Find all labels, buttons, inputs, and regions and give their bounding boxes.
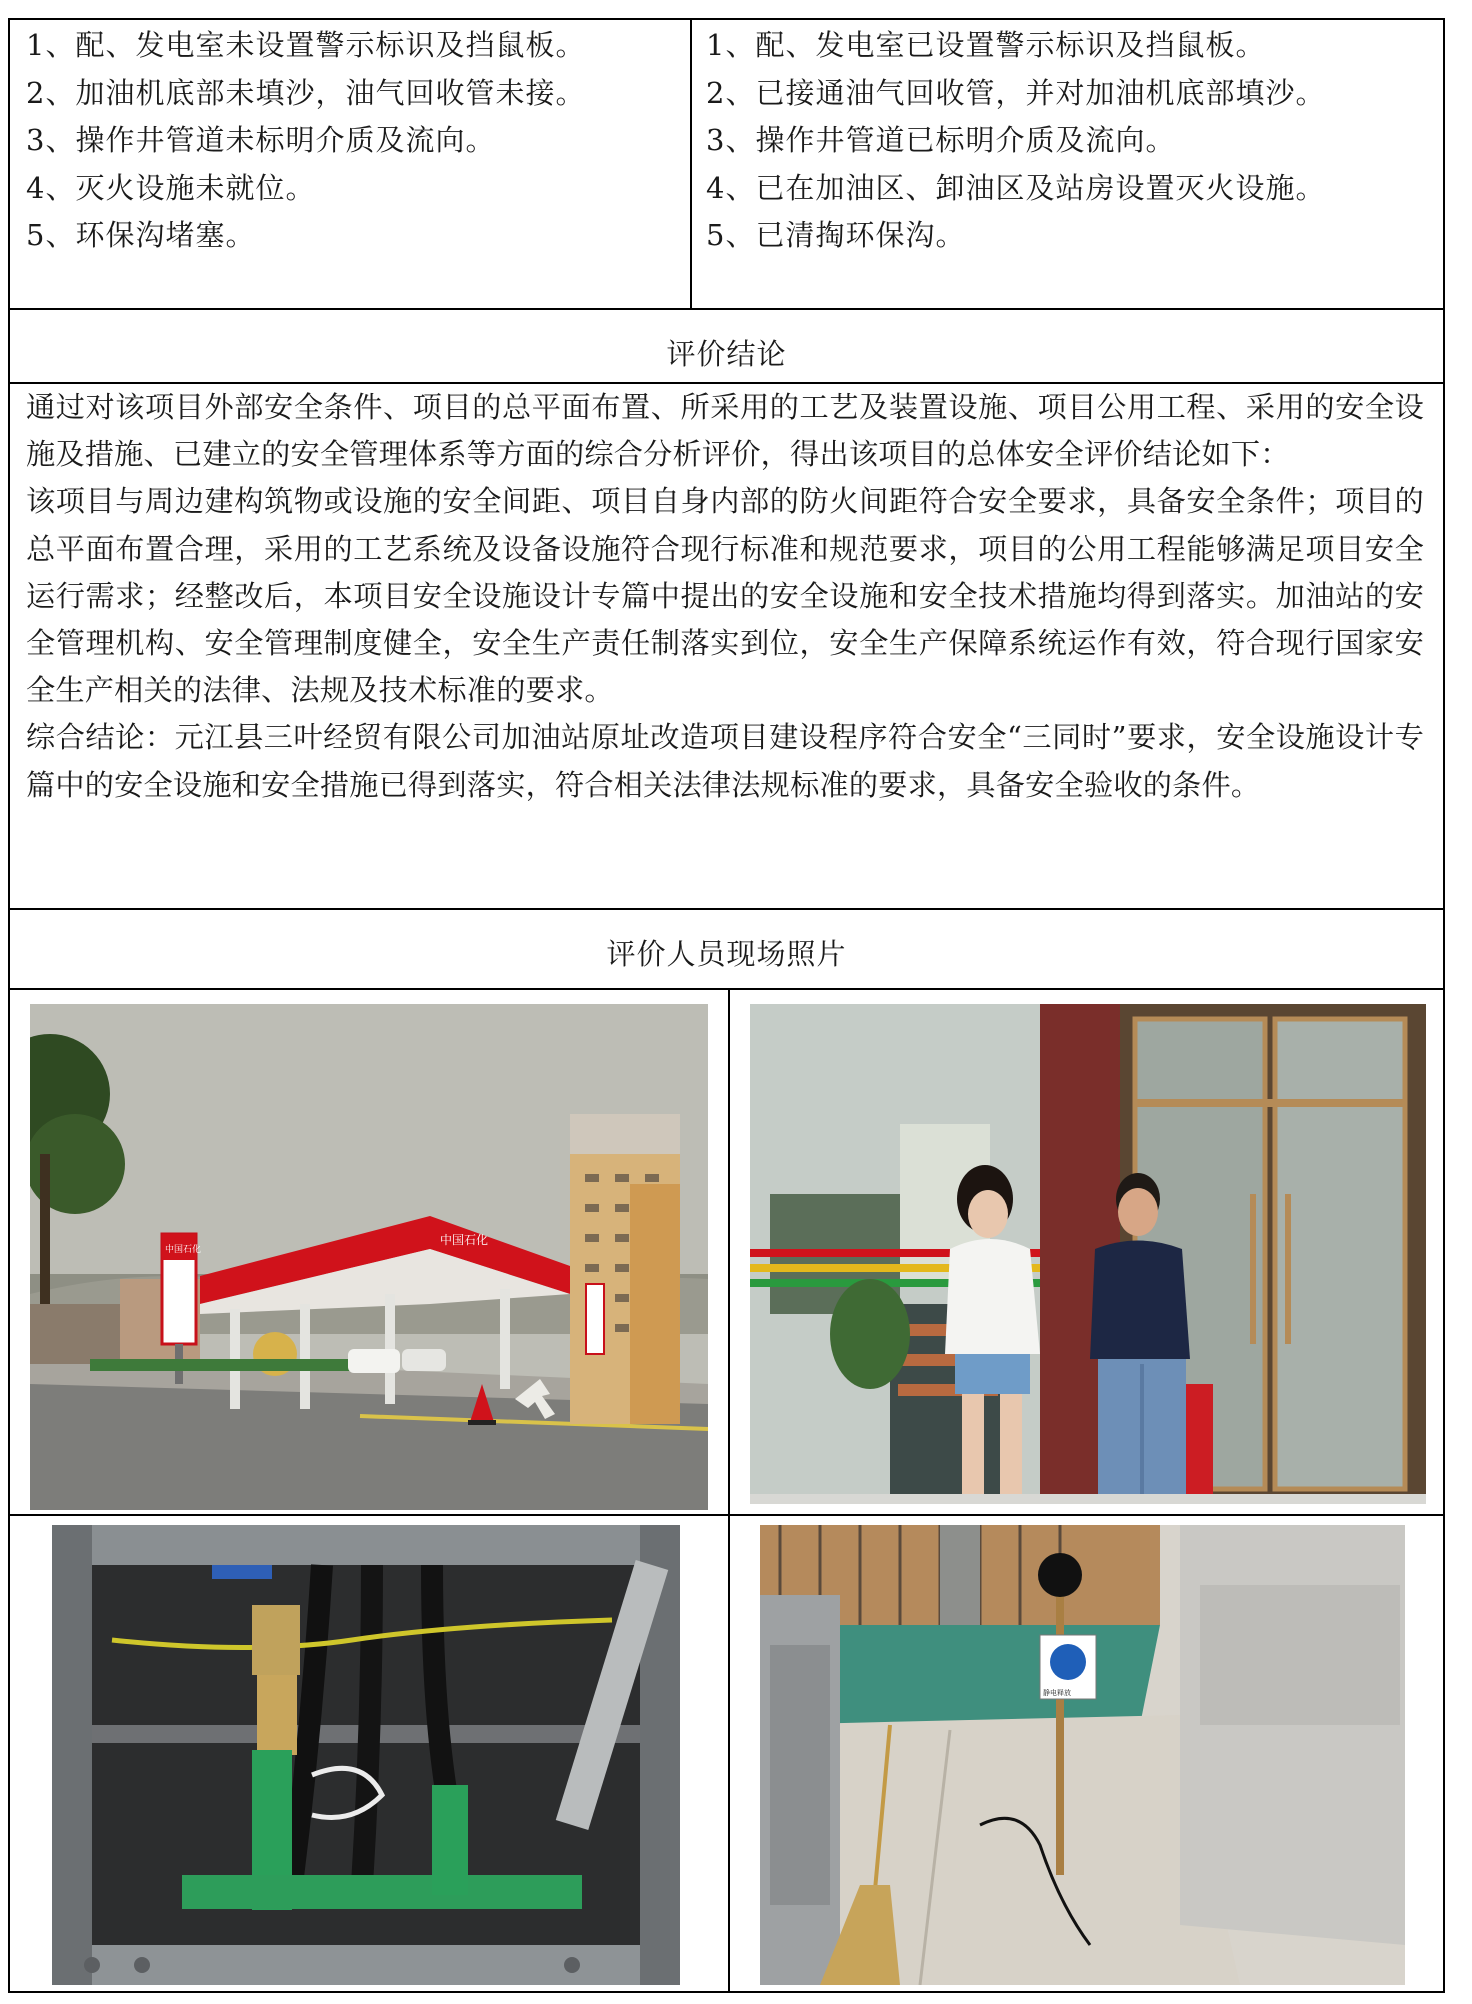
rectification-item: 2、已接通油气回收管，并对加油机底部填沙。: [706, 75, 1326, 110]
rectification-item: 3、操作井管道已标明介质及流向。: [706, 123, 1176, 157]
photo-staff-storefront: [750, 1004, 1426, 1504]
conclusion-title: 评价结论: [666, 337, 787, 371]
issue-item: 5、环保沟堵塞。: [26, 218, 256, 252]
column-divider: [728, 988, 730, 1993]
rectification-item: 1、配、发电室已设置警示标识及挡鼠板。: [706, 28, 1266, 62]
rectification-item: 4、已在加油区、卸油区及站房设置灭火设施。: [706, 170, 1326, 205]
canopy-brand-text: 中国石化: [440, 1233, 489, 1247]
conclusion-body: [26, 384, 1424, 809]
rectification-list: [706, 22, 1325, 260]
report-table: [8, 18, 1445, 1993]
static-sign-text: 静电释放: [1043, 1689, 1071, 1697]
pole-sign-text: 中国石化: [165, 1245, 202, 1255]
photo-static-discharge: [760, 1525, 1405, 1985]
conclusion-paragraph: 综合结论：元江县三叶经贸有限公司加油站原址改造项目建设程序符合安全“三同时”要求，安全设施设计专篇中的安全设施和安全措施已得到落实，符合相关法律法规标准的要求，具备安全验收的条件。: [26, 720, 1424, 802]
issues-found-list: [26, 22, 585, 260]
row-divider: [10, 308, 1443, 310]
conclusion-paragraph: 通过对该项目外部安全条件、项目的总平面布置、所采用的工艺及装置设施、项目公用工程、采用的安全设施及措施、已建立的安全管理体系等方面的综合分析评价，得出该项目的总体安全评价结论如下：: [26, 390, 1424, 472]
photo-gas-station: [30, 1004, 708, 1510]
column-divider: [690, 20, 692, 308]
photo-pipe-manhole: [52, 1525, 680, 1985]
row-divider: [10, 908, 1443, 910]
issue-item: 4、灭火设施未就位。: [26, 170, 316, 205]
row-divider: [10, 1514, 1443, 1516]
conclusion-paragraph: 该项目与周边建构筑物或设施的安全间距、项目自身内部的防火间距符合安全要求，具备安全条件；项目的总平面布置合理，采用的工艺系统及设备设施符合现行标准和规范要求，项目的公用工程能够满足项目安全运行需求；经整改后，本项目安全设施设计专篇中提出的安全设施和安全技术措施均得到落实。加油站的安全管理机构、安全管理制度健全，安全生产责任制落实到位，安全生产保障系统运作有效，符合现行国家安全生产相关的法律、法规及技术标准的要求。: [26, 484, 1424, 708]
issue-item: 3、操作井管道未标明介质及流向。: [26, 123, 496, 157]
rectification-item: 5、已清掏环保沟。: [706, 218, 966, 252]
photos-title: 评价人员现场照片: [606, 937, 847, 971]
issue-item: 2、加油机底部未填沙，油气回收管未接。: [26, 75, 586, 110]
row-divider: [10, 988, 1443, 990]
issue-item: 1、配、发电室未设置警示标识及挡鼠板。: [26, 28, 586, 62]
